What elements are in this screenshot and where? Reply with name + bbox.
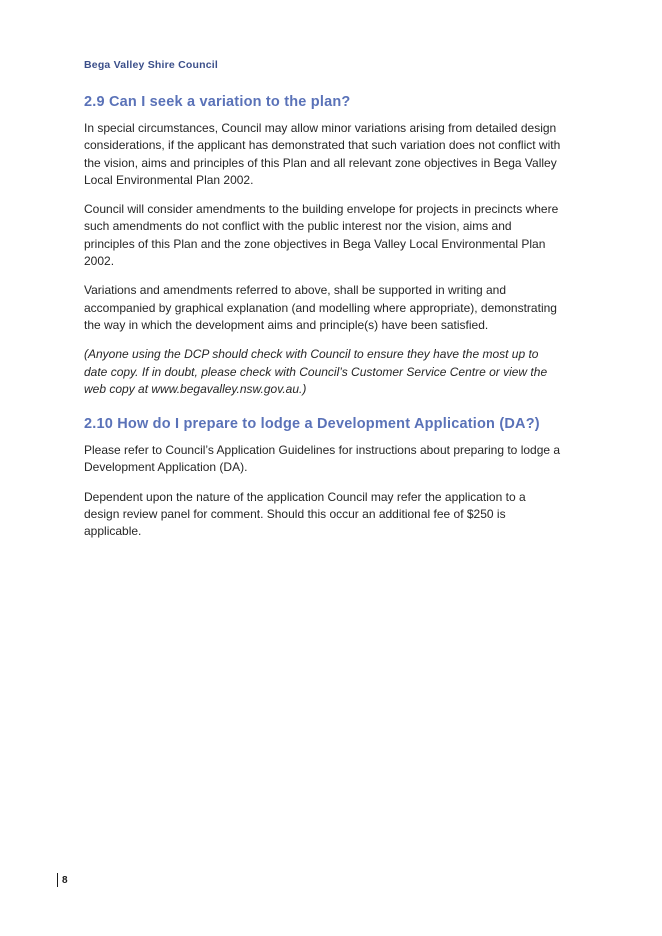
section-variation xyxy=(84,94,564,398)
paragraph: Variations and amendments referred to above, shall be supported in writing and accompanied by graphical explanation (and modelling where appropriate), demonstrating the way in which the development aims and principle(s) have been satisfied. xyxy=(84,283,557,332)
paragraph: In special circumstances, Council may allow minor variations arising from detailed design considerations, if the applicant has demonstrated that such variation does not conflict with the vision, aims and principles of this Plan and all relevant zone objectives in Bega Valley Local Environmental Plan 2002. xyxy=(84,121,561,187)
section-heading: 2.9 Can I seek a variation to the plan? xyxy=(84,94,351,110)
section-lodge-da xyxy=(84,416,564,540)
paragraph: Please refer to Council’s Application Guidelines for instructions about preparing to lodge a Development Application (DA). xyxy=(84,443,561,475)
page-content xyxy=(84,94,564,553)
section-heading: 2.10 How do I prepare to lodge a Development Application (DA?) xyxy=(84,416,540,433)
paragraph: Council will consider amendments to the building envelope for projects in precincts where such amendments do not conflict with the public interest nor the vision, aims and principles of this Plan and the zone objectives in Bega Valley Local Environmental Plan 2002. xyxy=(84,202,559,269)
page-number-divider xyxy=(57,873,58,887)
organization-header: Bega Valley Shire Council xyxy=(84,59,218,71)
paragraph: Dependent upon the nature of the application Council may refer the application to a design review panel for comment. Should this occur an additional fee of $250 is applicable. xyxy=(84,489,526,539)
page-number xyxy=(57,873,68,887)
note-paragraph: (Anyone using the DCP should check with Council to ensure they have the most up to date copy. If in doubt, please check with Council’s Customer Service Centre or view the web copy at www.begavalley.nsw.gov.au.) xyxy=(84,347,548,396)
page-number-label: 8 xyxy=(62,874,68,886)
